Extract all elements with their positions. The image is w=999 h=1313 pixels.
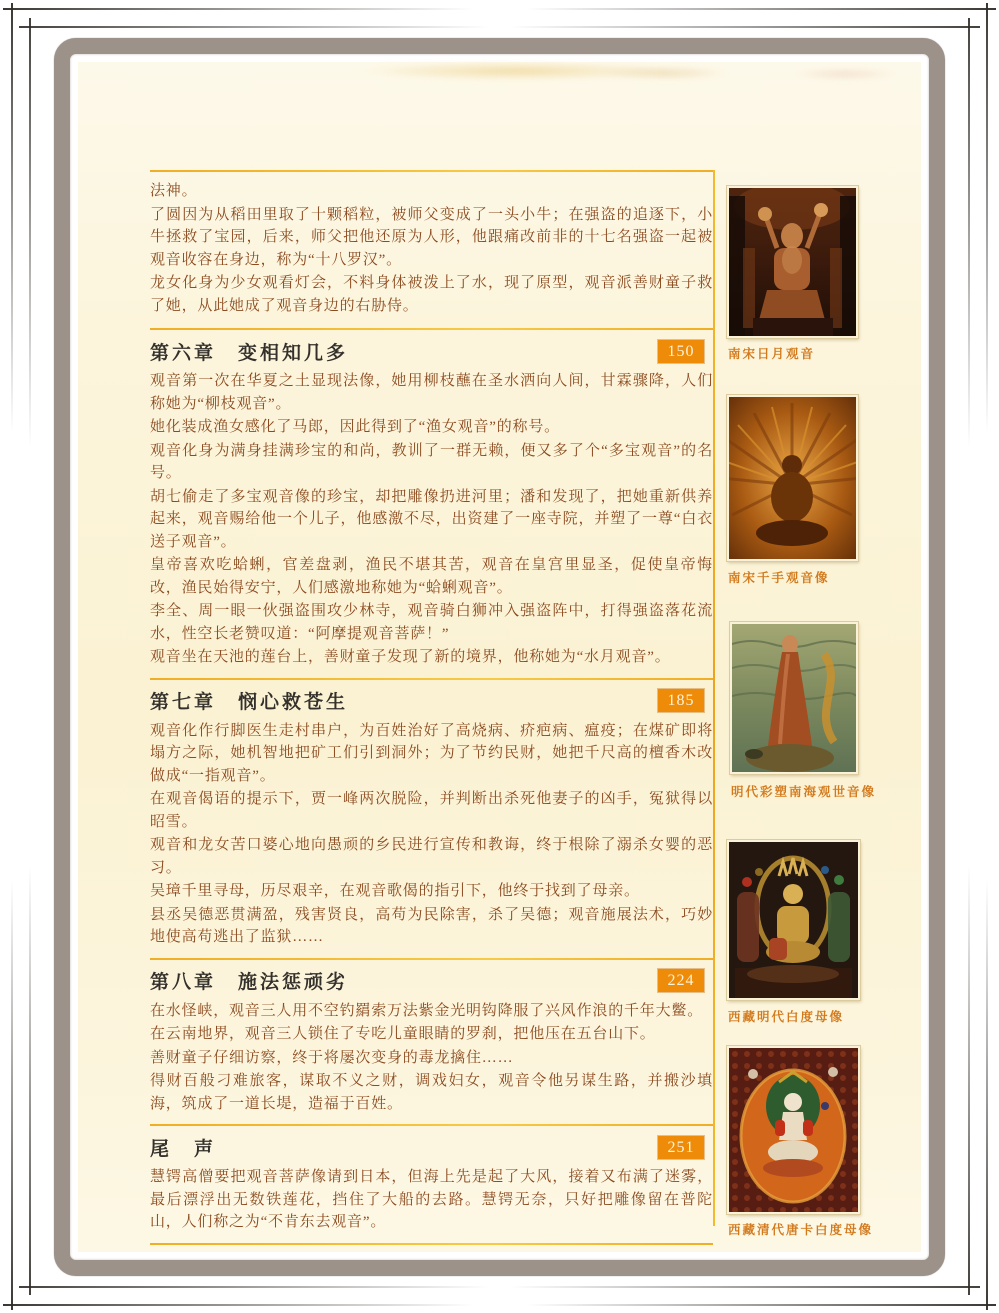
statue-image bbox=[729, 842, 858, 998]
chapter-title: 第八章 施法惩顽劣 bbox=[150, 972, 349, 993]
figure-caption: 南宋千手观音像 bbox=[728, 571, 830, 585]
figure-caption: 南宋日月观音 bbox=[728, 347, 816, 361]
figure-caption: 西藏清代唐卡白度母像 bbox=[728, 1223, 874, 1237]
corner-mark bbox=[11, 3, 13, 433]
divider-line bbox=[150, 1243, 713, 1245]
toc-section-intro bbox=[150, 172, 713, 328]
figure-photo-sun-moon-guanyin bbox=[727, 186, 858, 338]
corner-mark bbox=[968, 865, 970, 1295]
column-divider-line bbox=[713, 170, 715, 1226]
toc-paragraph: 龙女化身为少女观看灯会，不料身体被泼上了水，现了原型，观音派善财童子救了她，从此她成了观音身边的右胁侍。 bbox=[150, 275, 713, 314]
page-number-badge: 150 bbox=[658, 340, 704, 363]
toc-section-chapter-6 bbox=[150, 330, 713, 678]
toc-paragraph: 李全、周一眼一伙强盗围攻少林寺，观音骑白狮冲入强盗阵中，打得强盗落花流水，性空长老赞叹道：“阿摩提观音菩萨！” bbox=[150, 603, 713, 642]
corner-mark bbox=[29, 865, 31, 1295]
chapter-title: 第七章 悯心救苍生 bbox=[150, 692, 349, 713]
toc-paragraph: 皇帝喜欢吃蛤蜊，官差盘剥，渔民不堪其苦，观音在皇宫里显圣，促使皇帝悔改，渔民始得安宁，人们感激地称她为“蛤蜊观音”。 bbox=[150, 557, 713, 596]
figure-photo-white-tara-thangka bbox=[727, 1046, 860, 1214]
toc-paragraph: 得财百般刁难旅客，谋取不义之财，调戏妇女，观音令他另谋生路，并搬沙填海，筑成了一道长堤，造福于百姓。 bbox=[150, 1073, 713, 1112]
toc-paragraph: 胡七偷走了多宝观音像的珍宝，却把雕像扔进河里；潘和发现了，把她重新供养起来，观音赐给他一个儿子，他感激不尽，出资建了一座寺院，并塑了一尊“白衣送子观音”。 bbox=[150, 488, 713, 550]
page-number-badge: 251 bbox=[658, 1136, 704, 1159]
statue-image bbox=[732, 624, 856, 772]
toc-section-chapter-7 bbox=[150, 680, 713, 958]
toc-paragraph: 善财童子仔细访察，终于将屡次变身的毒龙擒住…… bbox=[150, 1049, 514, 1066]
chapter-title: 第六章 变相知几多 bbox=[150, 342, 349, 364]
corner-mark bbox=[19, 26, 489, 28]
chapter-heading-row bbox=[150, 968, 713, 994]
figure-caption: 明代彩塑南海观世音像 bbox=[731, 785, 877, 799]
toc-paragraph: 她化装成渔女感化了马郎，因此得到了“渔女观音”的称号。 bbox=[150, 419, 560, 435]
statue-image bbox=[729, 397, 856, 559]
page-number-badge: 224 bbox=[658, 969, 704, 992]
statue-image bbox=[729, 1048, 858, 1212]
figure-caption: 西藏明代白度母像 bbox=[728, 1010, 845, 1024]
toc-paragraph: 在观音偈语的提示下，贾一峰两次脱险，并判断出杀死他妻子的凶手，冤狱得以昭雪。 bbox=[150, 791, 713, 830]
corner-mark bbox=[29, 18, 31, 448]
corner-mark bbox=[526, 8, 996, 10]
figure-photo-thousand-hand-guanyin bbox=[727, 395, 858, 561]
corner-mark bbox=[510, 1286, 980, 1288]
chapter-heading-row bbox=[150, 338, 713, 364]
toc-section-chapter-8 bbox=[150, 960, 713, 1125]
toc-paragraph: 了圆因为从稻田里取了十颗稻粒，被师父变成了一头小牛；在强盗的追逐下，小牛拯救了宝园，后来，师父把他还原为人形，他跟痛改前非的十七名强盗一起被观音收容在身边，称为“十八罗汉”。 bbox=[150, 206, 713, 268]
corner-mark bbox=[526, 1304, 996, 1306]
toc-paragraph: 慧锷高僧要把观音菩萨像请到日本，但海上先是起了大风，接着又布满了迷雾，最后漂浮出无数铁莲花，挡住了大船的去路。慧锷无奈，只好把雕像留在普陀山，人们称之为“不肯东去观音”。 bbox=[150, 1169, 713, 1230]
corner-mark bbox=[968, 18, 970, 448]
toc-paragraph: 观音坐在天池的莲台上，善财童子发现了新的境界，他称她为“水月观音”。 bbox=[150, 649, 671, 665]
toc-paragraph: 县丞吴德恶贯满盈，残害贤良，高苟为民除害，杀了吴德；观音施展法术，巧妙地使高苟逃出了监狱…… bbox=[150, 906, 713, 945]
page-number-badge: 185 bbox=[658, 689, 704, 712]
toc-paragraph: 在水怪峡，观音三人用不空钓羂索万法紫金光明钩降服了兴风作浪的千年大鳖。 bbox=[150, 1002, 704, 1019]
toc-paragraph: 吴璋千里寻母，历尽艰辛，在观音歌偈的指引下，他终于找到了母亲。 bbox=[150, 883, 640, 899]
toc-column bbox=[150, 170, 713, 1245]
toc-paragraph: 观音和龙女苦口婆心地向愚顽的乡民进行宣传和教诲，终于根除了溺杀女婴的恶习。 bbox=[150, 837, 713, 876]
toc-paragraph: 观音第一次在华夏之土显现法像，她用柳枝蘸在圣水洒向人间，甘霖骤降，人们称她为“柳枝观音”。 bbox=[150, 373, 713, 412]
toc-paragraph: 观音化作行脚医生走村串户，为百姓治好了高烧病、疥疤病、瘟疫；在煤矿即将塌方之际，她机智地把矿工们引到洞外；为了节约民财，她把千尺高的檀香木改做成“一指观音”。 bbox=[150, 722, 713, 784]
corner-mark bbox=[3, 8, 473, 10]
toc-section-epilogue bbox=[150, 1126, 713, 1243]
corner-mark bbox=[11, 880, 13, 1310]
chapter-heading-row bbox=[150, 688, 713, 714]
statue-image bbox=[729, 188, 856, 336]
corner-mark bbox=[19, 1286, 489, 1288]
toc-paragraph: 观音化身为满身挂满珍宝的和尚，教训了一群无赖，便又多了个“多宝观音”的名号。 bbox=[150, 442, 713, 481]
corner-mark bbox=[986, 3, 988, 433]
chapter-title: 尾 声 bbox=[150, 1138, 217, 1160]
figure-photo-south-sea-guanyin bbox=[730, 622, 858, 774]
corner-mark bbox=[3, 1304, 473, 1306]
toc-paragraph: 在云南地界，观音三人锁住了专吃儿童眼睛的罗刹，把他压在五台山下。 bbox=[150, 1026, 656, 1042]
corner-mark bbox=[510, 26, 980, 28]
corner-mark bbox=[986, 880, 988, 1310]
figure-photo-white-tara-statue bbox=[727, 840, 860, 1000]
chapter-heading-row bbox=[150, 1134, 713, 1160]
toc-paragraph: 法神。 bbox=[150, 183, 198, 199]
